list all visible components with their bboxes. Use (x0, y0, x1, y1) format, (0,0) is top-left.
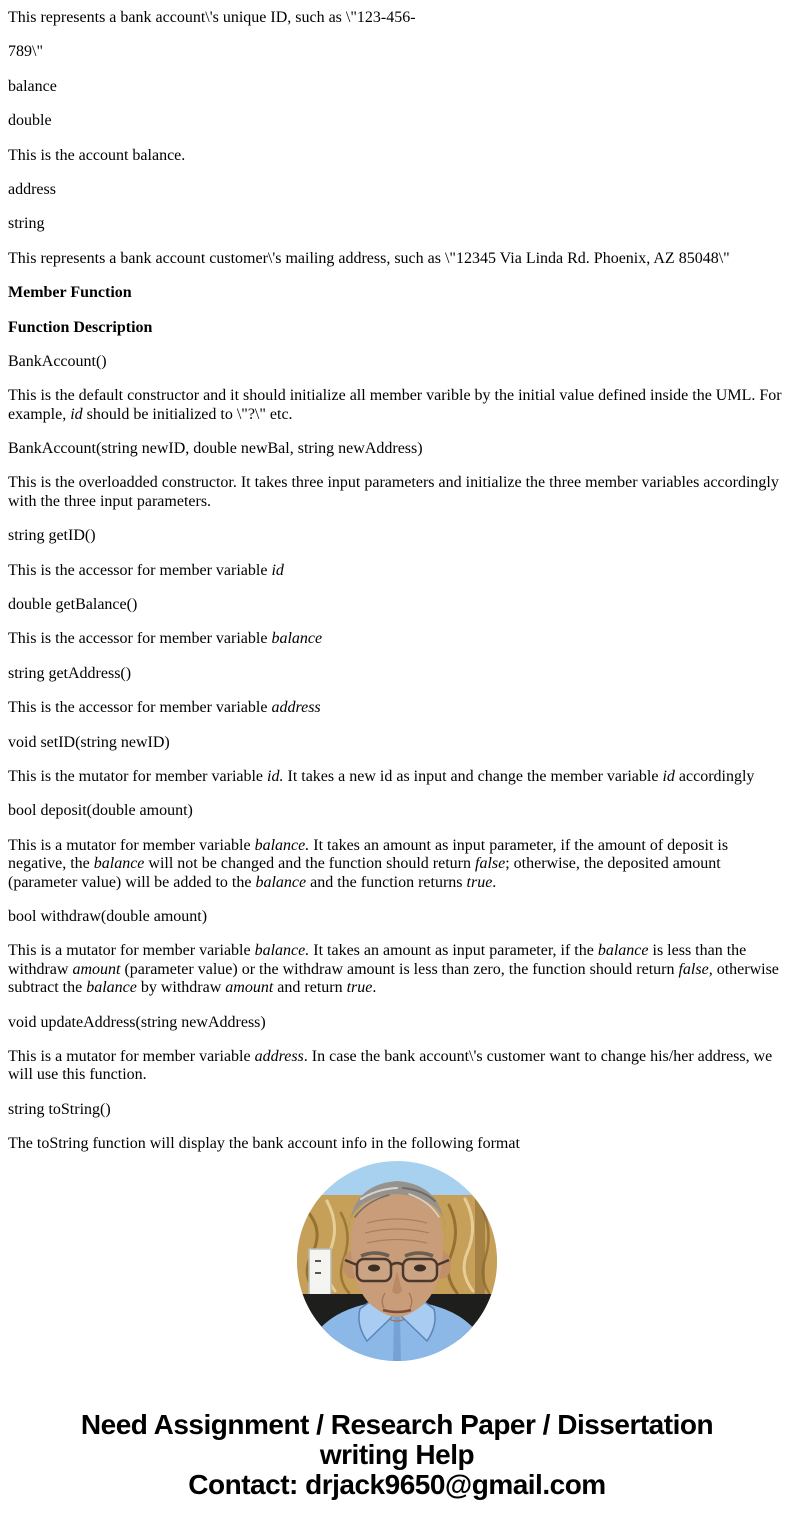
paragraph (8, 387, 786, 424)
text-run: void setID(string newID) (8, 733, 170, 751)
paragraph (8, 699, 786, 717)
text-run: BankAccount(string newID, double newBal, string newAddress) (8, 440, 423, 458)
text-run: . (492, 873, 497, 891)
text-run: This represents a bank account customer\'s mailing address, such as \"12345 Via Linda Rd. Phoenix, AZ 85048\" (8, 249, 730, 267)
text-run: . In case the bank account\'s customer want to change his/her address, we will use this function. (8, 1047, 773, 1084)
paragraph (8, 215, 786, 233)
paragraph (8, 527, 786, 545)
avatar-svg (297, 1161, 497, 1361)
text-run: id (271, 561, 284, 579)
paragraph (8, 562, 786, 580)
paragraph (8, 665, 786, 683)
text-run: (parameter value) or the withdraw amount is less than zero, the function should return (120, 960, 679, 978)
paragraph (8, 112, 786, 130)
promo-heading (0, 1410, 794, 1500)
paragraph (8, 250, 786, 268)
document-text (0, 9, 794, 1153)
text-run: amount (225, 979, 274, 997)
text-run: Member Function (8, 284, 132, 302)
text-run: This is a mutator for member variable (8, 1047, 255, 1065)
text-run: This is the accessor for member variable (8, 561, 272, 579)
text-run: id. (267, 767, 284, 785)
text-run: balance (271, 630, 323, 648)
text-run: This is the account balance. (8, 146, 186, 164)
text-run: bool withdraw(double amount) (8, 907, 208, 925)
text-run: It takes an amount as input parameter, if the (309, 942, 598, 960)
text-run: void updateAddress(string newAddress) (8, 1013, 266, 1031)
paragraph (8, 284, 786, 302)
text-run: address (271, 699, 321, 717)
promo-line: Need Assignment / Research Paper / Dissertation (80, 1409, 714, 1440)
text-run: This is the default constructor and it should initialize all member varible by the initial value defined inside the UML. For example, (8, 387, 782, 423)
text-run: 789\" (8, 43, 43, 61)
paragraph (8, 1014, 786, 1032)
text-run: address (8, 180, 56, 198)
text-run: The toString function will display the bank account info in the following format (8, 1135, 520, 1153)
paragraph (8, 9, 786, 27)
text-run: balance (93, 855, 145, 873)
paragraph (8, 1048, 786, 1085)
text-run: This is the overloadded constructor. It takes three input parameters and initialize the three member variables accordingly with the three input parameters. (8, 474, 779, 510)
text-run: is less than the withdraw (8, 942, 747, 978)
paragraph (8, 1101, 786, 1119)
text-run: and return (273, 979, 347, 997)
text-run: amount (72, 960, 121, 978)
text-run: string getID() (8, 527, 96, 545)
text-run: true (466, 873, 493, 891)
text-run: This is the accessor for member variable (8, 630, 272, 648)
paragraph (8, 908, 786, 926)
paragraph (8, 147, 786, 165)
text-run: double (8, 112, 52, 130)
text-run: Function Description (8, 318, 153, 336)
paragraph (8, 837, 786, 892)
eye-right (414, 1265, 426, 1272)
text-run: balance. (254, 836, 310, 854)
paragraph (8, 440, 786, 458)
text-run: bool deposit(double amount) (8, 802, 193, 820)
paragraph (8, 78, 786, 96)
text-run: id (662, 767, 675, 785)
text-run: balance (597, 942, 649, 960)
text-run: ; otherwise, the deposited amount (parameter value) will be added to the (8, 855, 721, 891)
promo-line: writing Help (319, 1439, 475, 1470)
text-run: id (70, 405, 83, 423)
text-run: This is the accessor for member variable (8, 699, 272, 717)
text-run: This is the mutator for member variable (8, 767, 268, 785)
text-run: balance (86, 979, 137, 997)
paragraph (8, 43, 786, 61)
text-run: This is a mutator for member variable (8, 942, 255, 960)
text-run: This is a mutator for member variable (8, 836, 255, 854)
text-run: should be initialized to \"?\" etc. (82, 405, 293, 423)
text-run: This represents a bank account\'s unique ID, such as \"123-456- (8, 9, 416, 26)
paragraph (8, 734, 786, 752)
text-run: It takes a new id as input and change the member variable (283, 767, 663, 785)
text-run: address (254, 1047, 304, 1065)
paragraph (8, 596, 786, 614)
text-run: false, (678, 960, 713, 978)
text-run: and the function returns (306, 873, 467, 891)
paragraph (8, 474, 786, 511)
paragraph (8, 1135, 786, 1153)
paragraph (8, 181, 786, 199)
profile-photo (297, 1161, 497, 1361)
text-run: true (346, 979, 373, 997)
text-run: otherwise subtract the (8, 960, 779, 997)
text-run: accordingly (674, 767, 755, 785)
paragraph (8, 768, 786, 786)
text-run: string (8, 215, 45, 233)
text-run: balance. (254, 942, 310, 960)
text-run: by withdraw (136, 979, 226, 997)
text-run: It takes an amount as input parameter, if the amount of deposit is negative, the (8, 836, 729, 873)
eye-left (368, 1265, 380, 1272)
text-run: balance (255, 873, 307, 891)
text-run: balance (8, 77, 57, 95)
paragraph (8, 942, 786, 997)
paragraph (8, 319, 786, 337)
text-run: BankAccount() (8, 352, 107, 370)
paragraph (8, 353, 786, 371)
paragraph (8, 802, 786, 820)
paragraph (8, 630, 786, 648)
shirt-placket (393, 1315, 401, 1361)
text-run: string getAddress() (8, 664, 132, 682)
text-run: double getBalance() (8, 596, 138, 614)
promo-line: Contact: drjack9650@gmail.com (188, 1469, 606, 1500)
text-run: string toString() (8, 1100, 111, 1118)
text-run: will not be changed and the function should return (144, 855, 475, 873)
text-run: . (372, 979, 377, 997)
text-run: false (475, 855, 506, 873)
